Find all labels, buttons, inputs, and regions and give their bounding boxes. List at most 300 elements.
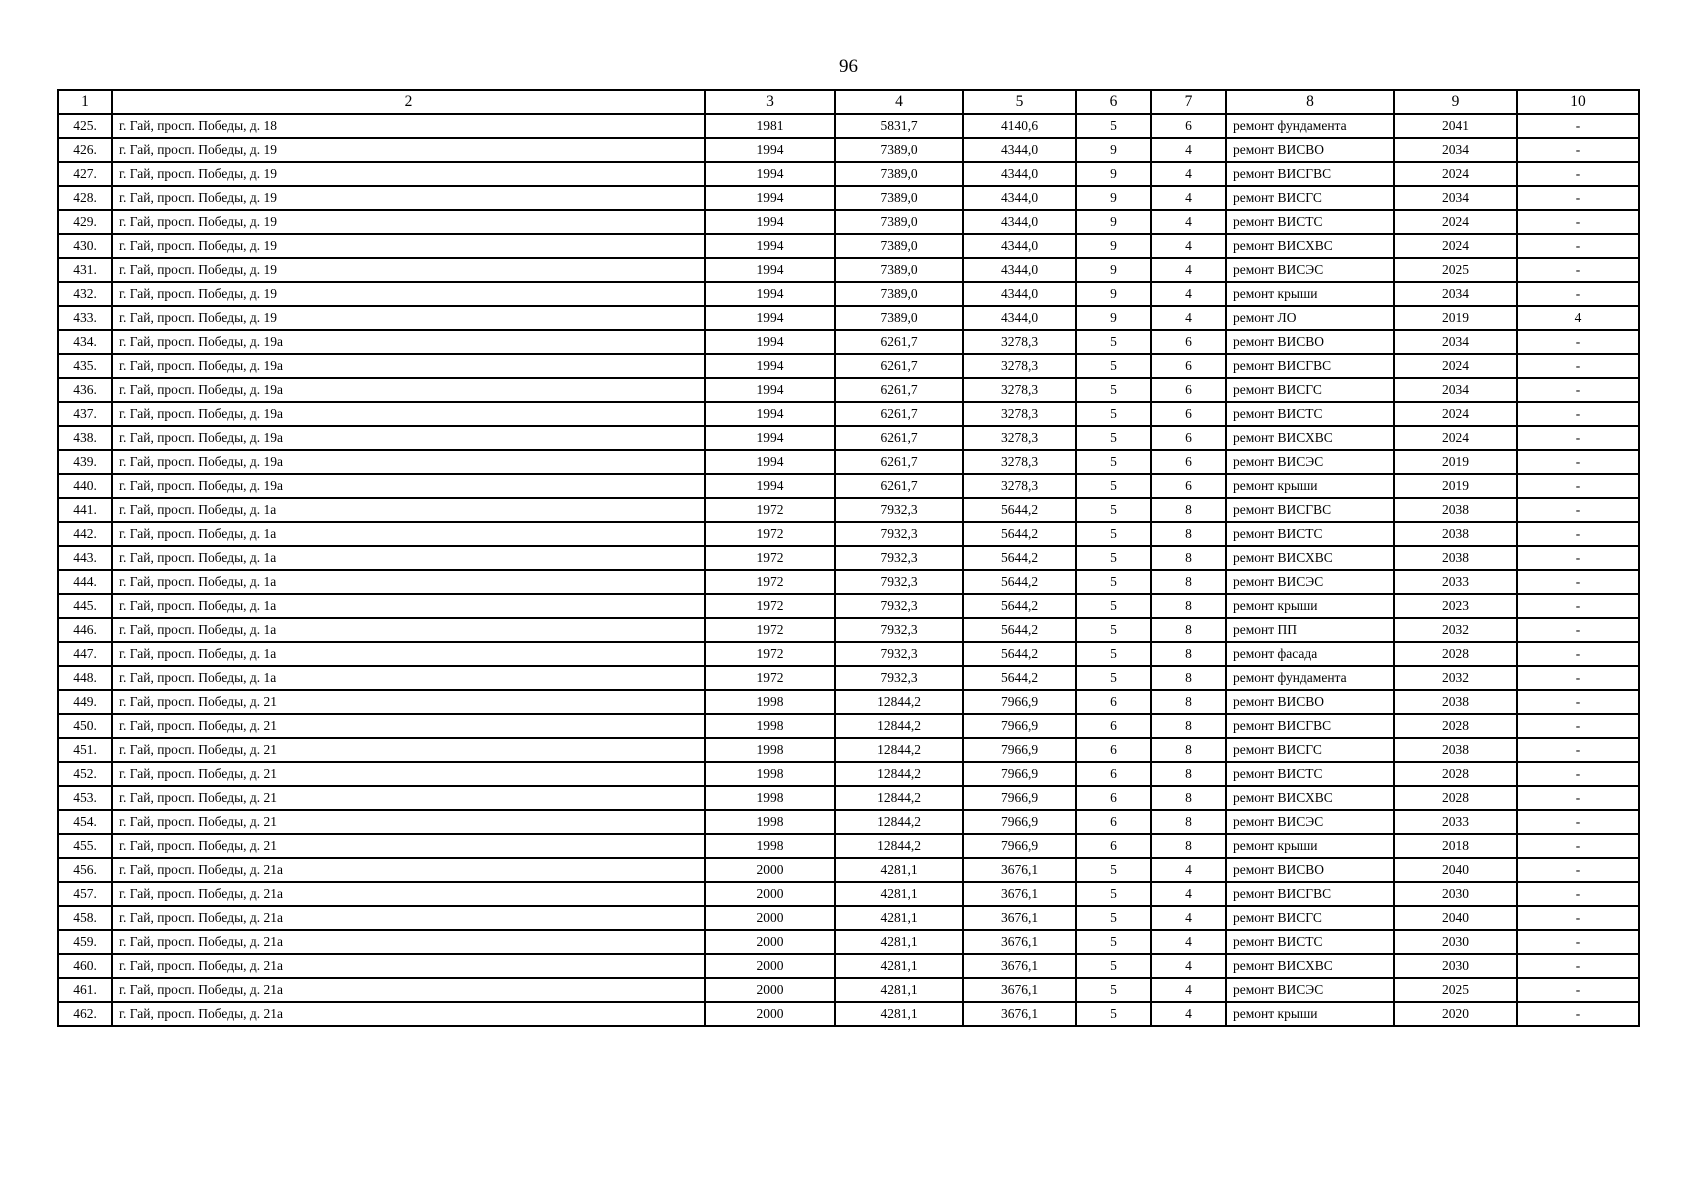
planned-year-cell: 2028 (1394, 714, 1517, 738)
living-area-cell: 7966,9 (963, 690, 1076, 714)
column-header: 9 (1394, 90, 1517, 114)
row-number-cell: 460. (58, 954, 112, 978)
planned-year-cell: 2025 (1394, 258, 1517, 282)
floors-cell: 9 (1076, 282, 1151, 306)
table-row (58, 186, 1639, 210)
year-built-cell: 2000 (705, 978, 835, 1002)
total-area-cell: 12844,2 (835, 738, 963, 762)
work-type-cell: ремонт фасада (1226, 642, 1394, 666)
living-area-cell: 3676,1 (963, 882, 1076, 906)
address-cell: г. Гай, просп. Победы, д. 21а (112, 858, 705, 882)
work-type-cell: ремонт крыши (1226, 594, 1394, 618)
living-area-cell: 7966,9 (963, 834, 1076, 858)
year-built-cell: 1998 (705, 834, 835, 858)
floors-cell: 9 (1076, 234, 1151, 258)
planned-year-cell: 2024 (1394, 234, 1517, 258)
year-built-cell: 1994 (705, 138, 835, 162)
living-area-cell: 3278,3 (963, 354, 1076, 378)
entrances-cell: 8 (1151, 786, 1226, 810)
total-area-cell: 7932,3 (835, 522, 963, 546)
address-cell: г. Гай, просп. Победы, д. 21 (112, 714, 705, 738)
living-area-cell: 5644,2 (963, 642, 1076, 666)
address-cell: г. Гай, просп. Победы, д. 21 (112, 810, 705, 834)
entrances-cell: 6 (1151, 402, 1226, 426)
table-body (58, 114, 1639, 1026)
column-header: 7 (1151, 90, 1226, 114)
note-cell: - (1517, 570, 1639, 594)
table-row (58, 162, 1639, 186)
address-cell: г. Гай, просп. Победы, д. 21а (112, 882, 705, 906)
year-built-cell: 1972 (705, 498, 835, 522)
planned-year-cell: 2025 (1394, 978, 1517, 1002)
address-cell: г. Гай, просп. Победы, д. 1а (112, 570, 705, 594)
row-number-cell: 435. (58, 354, 112, 378)
total-area-cell: 6261,7 (835, 450, 963, 474)
total-area-cell: 6261,7 (835, 354, 963, 378)
work-type-cell: ремонт фундамента (1226, 666, 1394, 690)
floors-cell: 9 (1076, 306, 1151, 330)
living-area-cell: 7966,9 (963, 762, 1076, 786)
living-area-cell: 3676,1 (963, 906, 1076, 930)
year-built-cell: 1994 (705, 282, 835, 306)
year-built-cell: 1998 (705, 714, 835, 738)
table-row (58, 594, 1639, 618)
column-header: 4 (835, 90, 963, 114)
note-cell: - (1517, 474, 1639, 498)
work-type-cell: ремонт ВИСГВС (1226, 882, 1394, 906)
row-number-cell: 425. (58, 114, 112, 138)
row-number-cell: 429. (58, 210, 112, 234)
floors-cell: 5 (1076, 954, 1151, 978)
entrances-cell: 8 (1151, 618, 1226, 642)
planned-year-cell: 2030 (1394, 930, 1517, 954)
living-area-cell: 5644,2 (963, 498, 1076, 522)
address-cell: г. Гай, просп. Победы, д. 21 (112, 786, 705, 810)
entrances-cell: 6 (1151, 450, 1226, 474)
floors-cell: 5 (1076, 378, 1151, 402)
row-number-cell: 433. (58, 306, 112, 330)
address-cell: г. Гай, просп. Победы, д. 19 (112, 258, 705, 282)
living-area-cell: 3278,3 (963, 378, 1076, 402)
work-type-cell: ремонт ЛО (1226, 306, 1394, 330)
planned-year-cell: 2024 (1394, 210, 1517, 234)
planned-year-cell: 2033 (1394, 810, 1517, 834)
address-cell: г. Гай, просп. Победы, д. 19а (112, 474, 705, 498)
planned-year-cell: 2040 (1394, 906, 1517, 930)
note-cell: - (1517, 258, 1639, 282)
row-number-cell: 439. (58, 450, 112, 474)
work-type-cell: ремонт ВИСТС (1226, 210, 1394, 234)
total-area-cell: 5831,7 (835, 114, 963, 138)
floors-cell: 5 (1076, 522, 1151, 546)
table-row (58, 378, 1639, 402)
address-cell: г. Гай, просп. Победы, д. 1а (112, 522, 705, 546)
column-header: 6 (1076, 90, 1151, 114)
floors-cell: 9 (1076, 186, 1151, 210)
table-row (58, 618, 1639, 642)
total-area-cell: 4281,1 (835, 1002, 963, 1026)
row-number-cell: 447. (58, 642, 112, 666)
note-cell: - (1517, 330, 1639, 354)
total-area-cell: 7389,0 (835, 138, 963, 162)
entrances-cell: 8 (1151, 834, 1226, 858)
living-area-cell: 3676,1 (963, 858, 1076, 882)
floors-cell: 9 (1076, 210, 1151, 234)
living-area-cell: 4344,0 (963, 138, 1076, 162)
row-number-cell: 445. (58, 594, 112, 618)
address-cell: г. Гай, просп. Победы, д. 19 (112, 234, 705, 258)
floors-cell: 5 (1076, 450, 1151, 474)
row-number-cell: 437. (58, 402, 112, 426)
planned-year-cell: 2038 (1394, 546, 1517, 570)
floors-cell: 6 (1076, 762, 1151, 786)
work-type-cell: ремонт ВИСГВС (1226, 354, 1394, 378)
entrances-cell: 4 (1151, 906, 1226, 930)
year-built-cell: 1994 (705, 402, 835, 426)
planned-year-cell: 2024 (1394, 354, 1517, 378)
address-cell: г. Гай, просп. Победы, д. 1а (112, 666, 705, 690)
note-cell: - (1517, 354, 1639, 378)
address-cell: г. Гай, просп. Победы, д. 19 (112, 210, 705, 234)
column-header: 5 (963, 90, 1076, 114)
total-area-cell: 4281,1 (835, 858, 963, 882)
address-cell: г. Гай, просп. Победы, д. 1а (112, 618, 705, 642)
note-cell: - (1517, 882, 1639, 906)
living-area-cell: 3278,3 (963, 450, 1076, 474)
table-row (58, 642, 1639, 666)
floors-cell: 5 (1076, 354, 1151, 378)
address-cell: г. Гай, просп. Победы, д. 21а (112, 978, 705, 1002)
address-cell: г. Гай, просп. Победы, д. 1а (112, 498, 705, 522)
year-built-cell: 1972 (705, 666, 835, 690)
table-row (58, 762, 1639, 786)
total-area-cell: 4281,1 (835, 978, 963, 1002)
living-area-cell: 3676,1 (963, 978, 1076, 1002)
table-row (58, 522, 1639, 546)
living-area-cell: 4140,6 (963, 114, 1076, 138)
address-cell: г. Гай, просп. Победы, д. 19а (112, 330, 705, 354)
address-cell: г. Гай, просп. Победы, д. 1а (112, 546, 705, 570)
entrances-cell: 4 (1151, 930, 1226, 954)
year-built-cell: 1972 (705, 522, 835, 546)
row-number-cell: 449. (58, 690, 112, 714)
work-type-cell: ремонт фундамента (1226, 114, 1394, 138)
address-cell: г. Гай, просп. Победы, д. 1а (112, 594, 705, 618)
planned-year-cell: 2030 (1394, 882, 1517, 906)
entrances-cell: 8 (1151, 546, 1226, 570)
work-type-cell: ремонт ВИСГС (1226, 378, 1394, 402)
entrances-cell: 4 (1151, 186, 1226, 210)
row-number-cell: 459. (58, 930, 112, 954)
entrances-cell: 6 (1151, 354, 1226, 378)
row-number-cell: 432. (58, 282, 112, 306)
entrances-cell: 8 (1151, 666, 1226, 690)
year-built-cell: 2000 (705, 906, 835, 930)
entrances-cell: 4 (1151, 162, 1226, 186)
entrances-cell: 6 (1151, 330, 1226, 354)
row-number-cell: 457. (58, 882, 112, 906)
table-row (58, 330, 1639, 354)
address-cell: г. Гай, просп. Победы, д. 18 (112, 114, 705, 138)
row-number-cell: 436. (58, 378, 112, 402)
column-header: 2 (112, 90, 705, 114)
floors-cell: 5 (1076, 594, 1151, 618)
living-area-cell: 3278,3 (963, 474, 1076, 498)
total-area-cell: 6261,7 (835, 378, 963, 402)
year-built-cell: 1994 (705, 330, 835, 354)
work-type-cell: ремонт ВИСЭС (1226, 258, 1394, 282)
planned-year-cell: 2034 (1394, 186, 1517, 210)
table-row (58, 258, 1639, 282)
year-built-cell: 1998 (705, 690, 835, 714)
year-built-cell: 1972 (705, 546, 835, 570)
total-area-cell: 7932,3 (835, 570, 963, 594)
living-area-cell: 3278,3 (963, 330, 1076, 354)
work-type-cell: ремонт крыши (1226, 1002, 1394, 1026)
address-cell: г. Гай, просп. Победы, д. 21 (112, 834, 705, 858)
work-type-cell: ремонт ВИСГВС (1226, 162, 1394, 186)
planned-year-cell: 2024 (1394, 402, 1517, 426)
year-built-cell: 2000 (705, 954, 835, 978)
note-cell: - (1517, 234, 1639, 258)
entrances-cell: 8 (1151, 690, 1226, 714)
table-row (58, 402, 1639, 426)
row-number-cell: 442. (58, 522, 112, 546)
table-row (58, 714, 1639, 738)
note-cell: - (1517, 642, 1639, 666)
floors-cell: 9 (1076, 162, 1151, 186)
address-cell: г. Гай, просп. Победы, д. 19а (112, 402, 705, 426)
note-cell: - (1517, 762, 1639, 786)
column-header: 8 (1226, 90, 1394, 114)
year-built-cell: 1994 (705, 474, 835, 498)
living-area-cell: 5644,2 (963, 594, 1076, 618)
note-cell: - (1517, 378, 1639, 402)
row-number-cell: 455. (58, 834, 112, 858)
floors-cell: 5 (1076, 330, 1151, 354)
living-area-cell: 7966,9 (963, 738, 1076, 762)
total-area-cell: 6261,7 (835, 402, 963, 426)
note-cell: - (1517, 546, 1639, 570)
floors-cell: 5 (1076, 930, 1151, 954)
table-row (58, 138, 1639, 162)
table-row (58, 210, 1639, 234)
planned-year-cell: 2038 (1394, 690, 1517, 714)
year-built-cell: 2000 (705, 858, 835, 882)
table-row (58, 354, 1639, 378)
living-area-cell: 5644,2 (963, 666, 1076, 690)
entrances-cell: 4 (1151, 282, 1226, 306)
table-row (58, 498, 1639, 522)
total-area-cell: 7932,3 (835, 498, 963, 522)
entrances-cell: 6 (1151, 426, 1226, 450)
note-cell: 4 (1517, 306, 1639, 330)
floors-cell: 5 (1076, 402, 1151, 426)
planned-year-cell: 2019 (1394, 450, 1517, 474)
floors-cell: 5 (1076, 618, 1151, 642)
work-type-cell: ремонт крыши (1226, 474, 1394, 498)
floors-cell: 5 (1076, 978, 1151, 1002)
living-area-cell: 7966,9 (963, 714, 1076, 738)
address-cell: г. Гай, просп. Победы, д. 21 (112, 690, 705, 714)
row-number-cell: 454. (58, 810, 112, 834)
total-area-cell: 7389,0 (835, 162, 963, 186)
note-cell: - (1517, 186, 1639, 210)
planned-year-cell: 2020 (1394, 1002, 1517, 1026)
total-area-cell: 12844,2 (835, 834, 963, 858)
entrances-cell: 8 (1151, 738, 1226, 762)
planned-year-cell: 2028 (1394, 642, 1517, 666)
floors-cell: 5 (1076, 1002, 1151, 1026)
total-area-cell: 7389,0 (835, 258, 963, 282)
table-row (58, 234, 1639, 258)
floors-cell: 6 (1076, 714, 1151, 738)
address-cell: г. Гай, просп. Победы, д. 19 (112, 282, 705, 306)
note-cell: - (1517, 978, 1639, 1002)
year-built-cell: 1998 (705, 762, 835, 786)
table-row (58, 882, 1639, 906)
entrances-cell: 8 (1151, 522, 1226, 546)
note-cell: - (1517, 906, 1639, 930)
work-type-cell: ремонт ВИСХВС (1226, 546, 1394, 570)
table-row (58, 282, 1639, 306)
total-area-cell: 4281,1 (835, 906, 963, 930)
row-number-cell: 434. (58, 330, 112, 354)
note-cell: - (1517, 618, 1639, 642)
row-number-cell: 461. (58, 978, 112, 1002)
total-area-cell: 7932,3 (835, 618, 963, 642)
planned-year-cell: 2034 (1394, 282, 1517, 306)
planned-year-cell: 2038 (1394, 498, 1517, 522)
table-row (58, 810, 1639, 834)
total-area-cell: 4281,1 (835, 930, 963, 954)
note-cell: - (1517, 138, 1639, 162)
address-cell: г. Гай, просп. Победы, д. 1а (112, 642, 705, 666)
total-area-cell: 7389,0 (835, 234, 963, 258)
total-area-cell: 7932,3 (835, 594, 963, 618)
planned-year-cell: 2019 (1394, 306, 1517, 330)
note-cell: - (1517, 786, 1639, 810)
table-row (58, 426, 1639, 450)
living-area-cell: 4344,0 (963, 162, 1076, 186)
address-cell: г. Гай, просп. Победы, д. 19а (112, 378, 705, 402)
row-number-cell: 462. (58, 1002, 112, 1026)
table-row (58, 474, 1639, 498)
row-number-cell: 438. (58, 426, 112, 450)
column-header: 3 (705, 90, 835, 114)
row-number-cell: 456. (58, 858, 112, 882)
entrances-cell: 4 (1151, 138, 1226, 162)
total-area-cell: 12844,2 (835, 810, 963, 834)
address-cell: г. Гай, просп. Победы, д. 21а (112, 906, 705, 930)
table-row (58, 834, 1639, 858)
year-built-cell: 1998 (705, 810, 835, 834)
year-built-cell: 1994 (705, 450, 835, 474)
entrances-cell: 4 (1151, 978, 1226, 1002)
entrances-cell: 8 (1151, 570, 1226, 594)
note-cell: - (1517, 594, 1639, 618)
work-type-cell: ремонт ВИСВО (1226, 690, 1394, 714)
work-type-cell: ремонт ВИСЭС (1226, 450, 1394, 474)
living-area-cell: 4344,0 (963, 210, 1076, 234)
living-area-cell: 3278,3 (963, 402, 1076, 426)
year-built-cell: 1972 (705, 618, 835, 642)
note-cell: - (1517, 210, 1639, 234)
row-number-cell: 444. (58, 570, 112, 594)
row-number-cell: 430. (58, 234, 112, 258)
year-built-cell: 2000 (705, 1002, 835, 1026)
address-cell: г. Гай, просп. Победы, д. 19а (112, 426, 705, 450)
note-cell: - (1517, 690, 1639, 714)
row-number-cell: 427. (58, 162, 112, 186)
note-cell: - (1517, 498, 1639, 522)
column-header: 10 (1517, 90, 1639, 114)
address-cell: г. Гай, просп. Победы, д. 19 (112, 186, 705, 210)
floors-cell: 6 (1076, 810, 1151, 834)
total-area-cell: 7932,3 (835, 546, 963, 570)
living-area-cell: 3676,1 (963, 930, 1076, 954)
year-built-cell: 1972 (705, 594, 835, 618)
planned-year-cell: 2032 (1394, 666, 1517, 690)
living-area-cell: 3278,3 (963, 426, 1076, 450)
entrances-cell: 4 (1151, 1002, 1226, 1026)
living-area-cell: 4344,0 (963, 186, 1076, 210)
total-area-cell: 7389,0 (835, 282, 963, 306)
table-row (58, 546, 1639, 570)
work-type-cell: ремонт ВИСТС (1226, 402, 1394, 426)
living-area-cell: 5644,2 (963, 618, 1076, 642)
work-type-cell: ремонт ВИСЭС (1226, 570, 1394, 594)
planned-year-cell: 2034 (1394, 330, 1517, 354)
entrances-cell: 8 (1151, 594, 1226, 618)
planned-year-cell: 2034 (1394, 378, 1517, 402)
total-area-cell: 6261,7 (835, 474, 963, 498)
row-number-cell: 441. (58, 498, 112, 522)
table-row (58, 738, 1639, 762)
note-cell: - (1517, 522, 1639, 546)
table-row (58, 1002, 1639, 1026)
work-type-cell: ремонт ВИСХВС (1226, 786, 1394, 810)
total-area-cell: 7389,0 (835, 210, 963, 234)
work-type-cell: ремонт ВИСТС (1226, 522, 1394, 546)
planned-year-cell: 2023 (1394, 594, 1517, 618)
floors-cell: 5 (1076, 498, 1151, 522)
year-built-cell: 1994 (705, 306, 835, 330)
planned-year-cell: 2038 (1394, 522, 1517, 546)
entrances-cell: 8 (1151, 642, 1226, 666)
planned-year-cell: 2040 (1394, 858, 1517, 882)
total-area-cell: 4281,1 (835, 882, 963, 906)
year-built-cell: 2000 (705, 882, 835, 906)
total-area-cell: 7389,0 (835, 186, 963, 210)
work-type-cell: ремонт ВИСТС (1226, 930, 1394, 954)
total-area-cell: 7389,0 (835, 306, 963, 330)
header-row (58, 90, 1639, 114)
row-number-cell: 443. (58, 546, 112, 570)
row-number-cell: 453. (58, 786, 112, 810)
entrances-cell: 6 (1151, 114, 1226, 138)
note-cell: - (1517, 810, 1639, 834)
work-type-cell: ремонт ВИСГС (1226, 906, 1394, 930)
year-built-cell: 1994 (705, 162, 835, 186)
table-row (58, 858, 1639, 882)
entrances-cell: 6 (1151, 378, 1226, 402)
note-cell: - (1517, 1002, 1639, 1026)
floors-cell: 6 (1076, 738, 1151, 762)
living-area-cell: 5644,2 (963, 546, 1076, 570)
address-cell: г. Гай, просп. Победы, д. 21а (112, 1002, 705, 1026)
year-built-cell: 1994 (705, 354, 835, 378)
